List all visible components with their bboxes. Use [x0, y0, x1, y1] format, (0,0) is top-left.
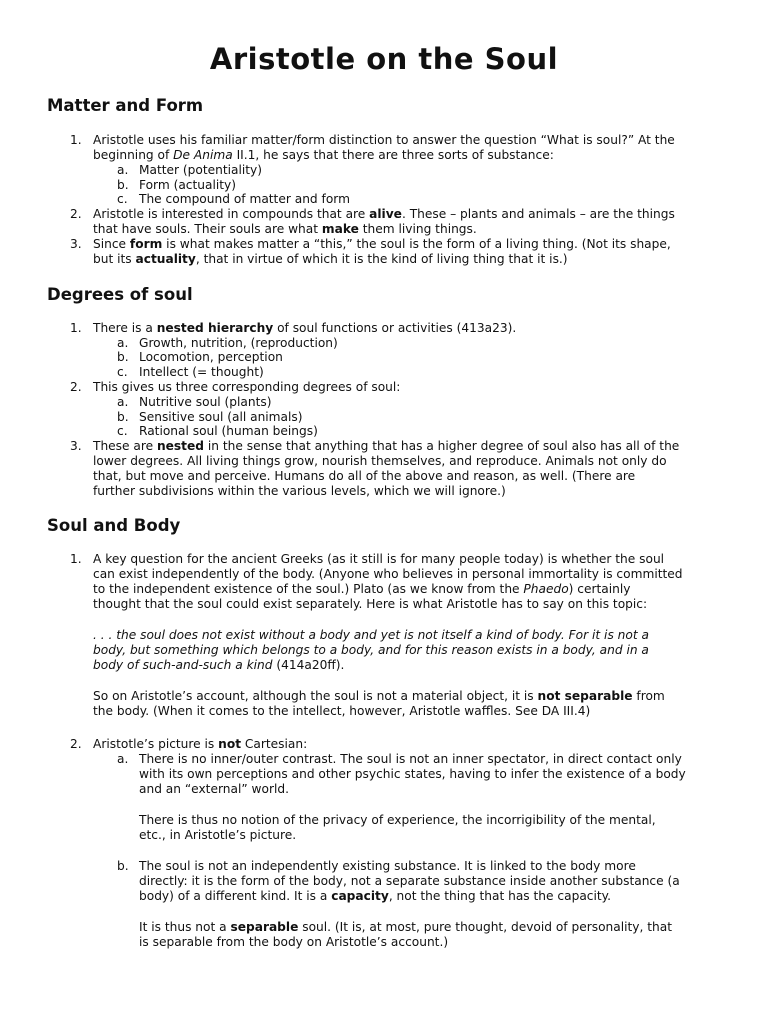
paragraph-line: can exist independently of the body. (Anyone who believes in personal immortality is committed — [93, 567, 683, 581]
sub-item: Form (actuality) — [139, 178, 236, 192]
list-marker: 3. — [70, 237, 82, 251]
paragraph-line: that, but move and perceive. Humans do all of the above and reason, as well. (There are — [93, 469, 636, 483]
paragraph-line: So on Aristotle’s account, although the soul is not a material object, it is not separable from — [93, 689, 665, 703]
sub-item-line: There is no inner/outer contrast. The soul is not an inner spectator, in direct contact only — [139, 752, 682, 766]
paragraph-line: beginning of De Anima II.1, he says that there are three sorts of substance: — [93, 148, 554, 162]
section-heading-soul-and-body: Soul and Body — [47, 516, 181, 535]
paragraph-line: the body. (When it comes to the intellect, however, Aristotle waffles. See DA III.4) — [93, 704, 591, 718]
section-heading-matter-and-form: Matter and Form — [47, 96, 204, 115]
list-marker: c. — [117, 424, 128, 438]
quote-line: . . . the soul does not exist without a body and yet is not itself a kind of body. For it is not a — [93, 628, 649, 642]
sub-item: The compound of matter and form — [139, 192, 350, 206]
paragraph-line: Since form is what makes matter a “this,” the soul is the form of a living thing. (Not its shape, — [93, 237, 671, 251]
sub-item-line: directly: it is the form of the body, not a separate substance inside another substance (a — [139, 874, 680, 888]
sub-item: Rational soul (human beings) — [139, 424, 318, 438]
page-title: Aristotle on the Soul — [209, 42, 559, 76]
sub-item-line: with its own perceptions and other psychic states, having to infer the existence of a body — [139, 767, 686, 781]
paragraph-line: to the independent existence of the soul.) Plato (as we know from the Phaedo) certainly — [93, 582, 631, 596]
list-marker: c. — [117, 192, 128, 206]
paragraph-line: There is a nested hierarchy of soul functions or activities (413a23). — [93, 321, 517, 335]
paragraph-line: that have souls. Their souls are what make them living things. — [93, 222, 477, 236]
paragraph-line: further subdivisions within the various levels, which we will ignore.) — [93, 484, 506, 498]
paragraph-line: A key question for the ancient Greeks (as it still is for many people today) is whether the soul — [93, 552, 665, 566]
sub-item: Matter (potentiality) — [139, 163, 263, 177]
list-marker: a. — [117, 395, 129, 409]
list-marker: 1. — [70, 321, 82, 335]
list-marker: a. — [117, 752, 129, 766]
sub-item-line: It is thus not a separable soul. (It is, at most, pure thought, devoid of personality, that — [139, 920, 672, 934]
sub-item: Nutritive soul (plants) — [139, 395, 272, 409]
paragraph-line: lower degrees. All living things grow, nourish themselves, and reproduce. Animals not only do — [93, 454, 667, 468]
list-marker: b. — [117, 410, 129, 424]
sub-item-line: etc., in Aristotle’s picture. — [139, 828, 297, 842]
sub-item-line: and an “external” world. — [139, 782, 289, 796]
list-marker: 1. — [70, 133, 82, 147]
list-marker: 1. — [70, 552, 82, 566]
list-marker: a. — [117, 163, 129, 177]
list-marker: b. — [117, 859, 129, 873]
sub-item: Growth, nutrition, (reproduction) — [139, 336, 338, 350]
list-marker: 3. — [70, 439, 82, 453]
paragraph-line: Aristotle is interested in compounds that are alive. These – plants and animals – are the things — [93, 207, 675, 221]
sub-item: Intellect (= thought) — [139, 365, 264, 379]
quote-line: body of such-and-such a kind (414a20ff). — [93, 658, 345, 672]
sub-item-line: There is thus no notion of the privacy of experience, the incorrigibility of the mental, — [139, 813, 656, 827]
paragraph-line: This gives us three corresponding degrees of soul: — [93, 380, 401, 394]
sub-item: Locomotion, perception — [139, 350, 283, 364]
list-marker: c. — [117, 365, 128, 379]
sub-item-line: is separable from the body on Aristotle’s account.) — [139, 935, 449, 949]
sub-item-line: body) of a different kind. It is a capacity, not the thing that has the capacity. — [139, 889, 611, 903]
list-marker: 2. — [70, 380, 82, 394]
paragraph-line: Aristotle’s picture is not Cartesian: — [93, 737, 308, 751]
list-marker: b. — [117, 350, 129, 364]
paragraph-line: thought that the soul could exist separately. Here is what Aristotle has to say on this topic: — [93, 597, 648, 611]
paragraph-line: These are nested in the sense that anything that has a higher degree of soul also has all of the — [93, 439, 680, 453]
sub-item: Sensitive soul (all animals) — [139, 410, 303, 424]
list-marker: a. — [117, 336, 129, 350]
section-heading-degrees-of-soul: Degrees of soul — [47, 285, 193, 304]
sub-item-line: The soul is not an independently existing substance. It is linked to the body more — [139, 859, 636, 873]
paragraph-line: but its actuality, that in virtue of which it is the kind of living thing that it is.) — [93, 252, 568, 266]
paragraph-line: Aristotle uses his familiar matter/form distinction to answer the question “What is soul?” At the — [93, 133, 675, 147]
quote-line: body, but something which belongs to a body, and for this reason exists in a body, and in a — [93, 643, 649, 657]
list-marker: 2. — [70, 207, 82, 221]
list-marker: 2. — [70, 737, 82, 751]
list-marker: b. — [117, 178, 129, 192]
